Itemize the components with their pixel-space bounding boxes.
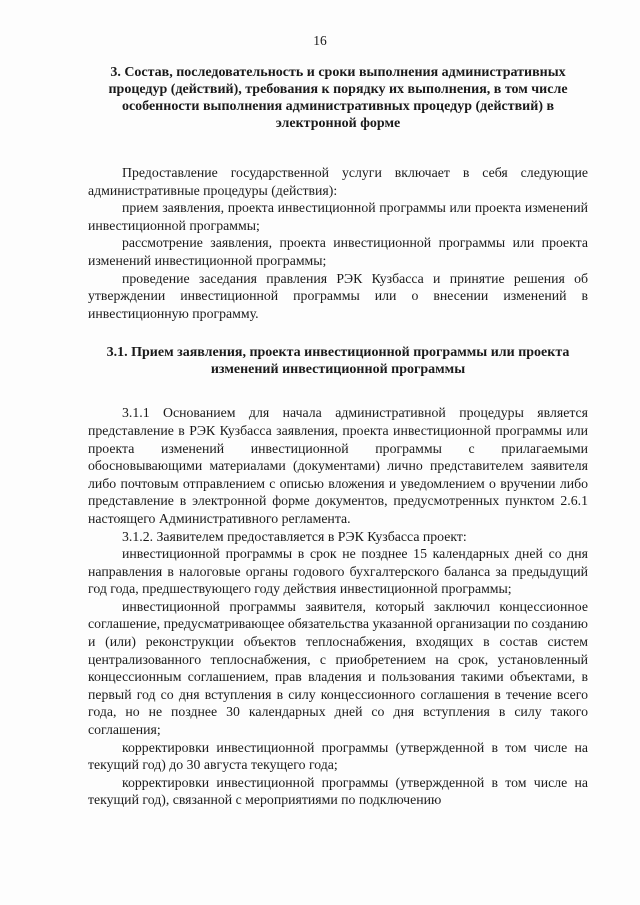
procedure-item: рассмотрение заявления, проекта инвестиционной программы или проекта изменений инвестиционной программы; [88,235,588,268]
page-number: 16 [313,33,327,48]
procedure-item: прием заявления, проекта инвестиционной программы или проекта изменений инвестиционной программы; [88,200,588,233]
section-3-intro: Предоставление государственной услуги включает в себя следующие административные процедуры (действия): [88,165,588,198]
project-item: инвестиционной программы в срок не позднее 15 календарных дней со дня направления в налоговые органы годового бухгалтерского баланса за предыдущий год года, предшествующего году действия инвестиционной программы; [88,546,588,597]
page-content [88,64,588,809]
paragraph-3-1-2: 3.1.2. Заявителем предоставляется в РЭК Кузбасса проект: [122,528,467,544]
project-item: корректировки инвестиционной программы (утвержденной в том числе на текущий год), связанной с мероприятиями по подключению [88,774,588,808]
procedure-item: проведение заседания правления РЭК Кузбасса и принятие решения об утверждении инвестиционной программы или о внесении изменений в инвестиционную программу. [88,270,588,321]
project-item: инвестиционной программы заявителя, который заключил концессионное соглашение, предусматривающее обязательства указанной организации по созданию и (или) реконструкции объектов теплоснабжения, входящих в состав систем централизованного теплоснабжения, с приобретением на срок, установленный концессионным соглашением, прав владения и пользования такими объектами, в первый год со дня вступления в силу концессионного соглашения в течение всего года, но не позднее 30 календарных дней со дня вступления в силу такого соглашения; [88,598,588,738]
paragraph-3-1-1: 3.1.1 Основанием для начала административной процедуры является представление в РЭК Кузбасса заявления, проекта инвестиционной программы или проекта изменений инвестиционной программы с прилагаемыми обосновывающими материалами (документами) лично представителем заявителя либо почтовым отправлением с описью вложения и уведомлением о вручении либо представление в электронной форме документов, предусмотренных пунктом 2.6.1 настоящего Административного регламента. [88,405,588,526]
section-3-1-heading: 3.1. Прием заявления, проекта инвестиционной программы или проекта изменений инвестиционной программы [106,345,570,378]
project-item: корректировки инвестиционной программы (утвержденной в том числе на текущий год) до 30 августа текущего года; [88,739,588,773]
section-3-heading: 3. Состав, последовательность и сроки выполнения административных процедур (действий), требования к порядку их выполнения, в том числе особенности выполнения административных процедур (действий) в электронной форме [108,65,568,131]
